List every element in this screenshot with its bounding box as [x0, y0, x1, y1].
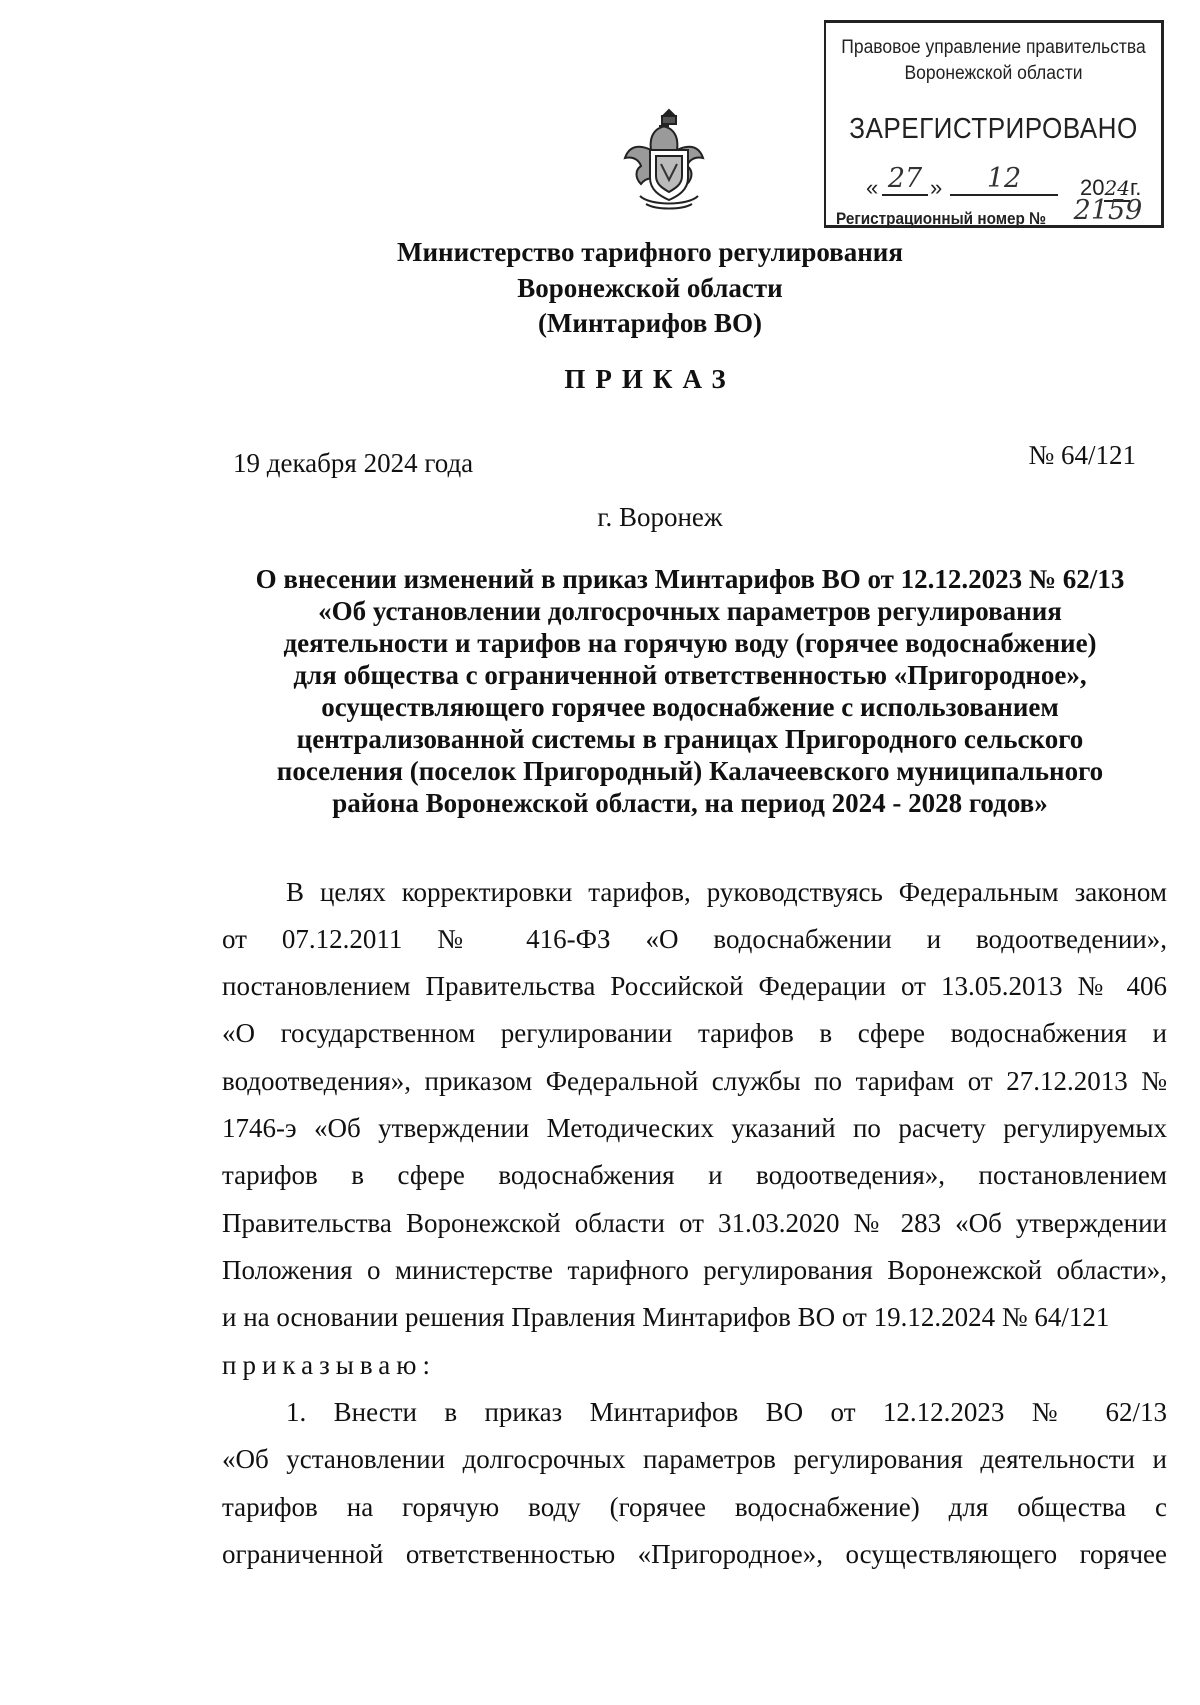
- item1-line: ограниченной ответственностью «Пригородное», осуществляющего горячее: [222, 1539, 1167, 1569]
- ministry-name-line2: Воронежской области: [517, 273, 783, 303]
- preamble-line: 1746-э «Об утверждении Методических указаний по расчету регулируемых: [222, 1113, 1167, 1143]
- preamble-line: В целях корректировки тарифов, руководствуясь Федеральным законом: [286, 877, 1167, 907]
- stamp-date-month: 12: [950, 163, 1058, 196]
- document-city: г. Воронеж: [597, 502, 723, 532]
- stamp-date: « 27 » 12 2024г.: [866, 163, 1142, 200]
- ministry-name-line1: Министерство тарифного регулирования: [397, 237, 903, 267]
- preamble-line: от 07.12.2011 № 416-ФЗ «О водоснабжении и водоотведении»,: [222, 924, 1167, 954]
- registration-stamp: [824, 20, 1164, 228]
- order-heading: [215, 563, 1165, 819]
- document-date: 19 декабря 2024 года: [233, 448, 474, 478]
- preamble-line: «О государственном регулировании тарифов в сфере водоснабжения и: [222, 1018, 1167, 1048]
- heading-line: «Об установлении долгосрочных параметров регулирования: [318, 596, 1062, 626]
- document-number: № 64/121: [1028, 440, 1136, 470]
- stamp-registration-number: [836, 195, 1162, 229]
- coat-of-arms-icon: [620, 104, 718, 214]
- stamp-reg-label: Регистрационный номер №: [836, 209, 1047, 228]
- heading-line: поселения (поселок Пригородный) Калачеевского муниципального: [276, 756, 1104, 786]
- heading-line: для общества с ограниченной ответственностью «Пригородное»,: [293, 660, 1087, 690]
- stamp-authority-line1: Правовое управление правительства: [841, 37, 1146, 58]
- ministry-name-short: (Минтарифов ВО): [537, 308, 763, 338]
- preamble-line: тарифов в сфере водоснабжения и водоотведения», постановлением: [222, 1160, 1167, 1190]
- heading-line: осуществляющего горячее водоснабжение с использованием: [321, 692, 1059, 722]
- preamble-line: Положения о министерстве тарифного регулирования Воронежской области»,: [222, 1255, 1167, 1285]
- preamble-line: и на основании решения Правления Минтарифов ВО от 19.12.2024 № 64/121: [222, 1302, 1110, 1332]
- heading-line: О внесении изменений в приказ Минтарифов ВО от 12.12.2023 № 62/13: [255, 564, 1125, 594]
- item1-line: «Об установлении долгосрочных параметров регулирования деятельности и: [222, 1444, 1167, 1474]
- heading-line: деятельности и тарифов на горячую воду (горячее водоснабжение): [283, 628, 1097, 658]
- preamble-line: Правительства Воронежской области от 31.03.2020 № 283 «Об утверждении: [222, 1208, 1167, 1238]
- stamp-reg-number: 2159: [1058, 195, 1158, 228]
- preamble-line: постановлением Правительства Российской Федерации от 13.05.2013 № 406: [222, 971, 1167, 1001]
- stamp-date-day: 27: [882, 163, 928, 196]
- item1-line: 1. Внести в приказ Минтарифов ВО от 12.12.2023 № 62/13: [286, 1397, 1167, 1427]
- stamp-status: ЗАРЕГИСТРИРОВАНО: [849, 113, 1138, 145]
- heading-line: централизованной системы в границах Пригородного сельского: [296, 724, 1084, 754]
- order-word: приказываю:: [222, 1350, 436, 1380]
- heading-line: района Воронежской области, на период 2024 - 2028 годов»: [332, 788, 1048, 818]
- preamble-line: водоотведения», приказом Федеральной службы по тарифам от 27.12.2013 №: [222, 1066, 1167, 1096]
- stamp-date-year: 2024г.: [1080, 175, 1142, 200]
- stamp-authority-line2: Воронежской области: [904, 63, 1083, 84]
- item1-line: тарифов на горячую воду (горячее водоснабжение) для общества с: [222, 1492, 1167, 1522]
- document-type-title: ПРИКАЗ: [564, 364, 736, 394]
